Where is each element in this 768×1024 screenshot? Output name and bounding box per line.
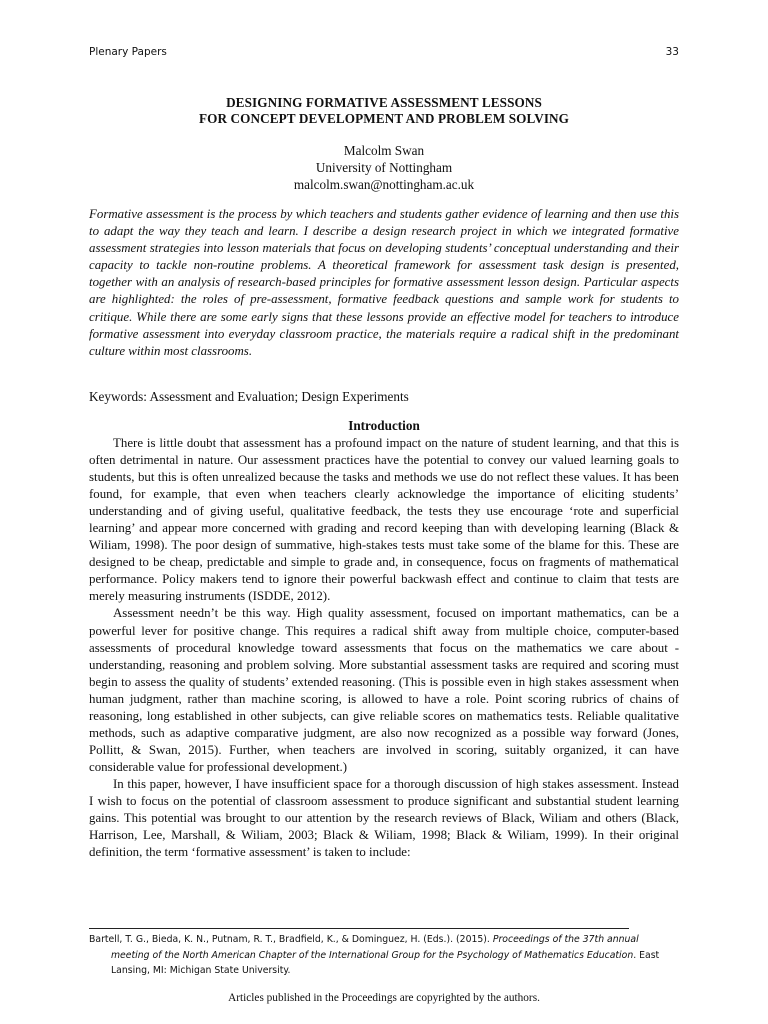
- footnote-publisher: . East Lansing, MI: Michigan State University.: [111, 949, 660, 976]
- author-block: [89, 142, 679, 193]
- paper-title-line-1: DESIGNING FORMATIVE ASSESSMENT LESSONS: [226, 95, 542, 110]
- paragraph: In this paper, however, I have insufficient space for a thorough discussion of high stakes assessment. Instead I wish to focus on the potential of classroom assessment to produce significant and substantial student learning gains. This potential was brought to our attention by the research reviews of Black, Wiliam and others (Black, Harrison, Lee, Marshall, & Wiliam, 2003; Black & Wiliam, 1998; Black & Wiliam, 1999). In their original definition, the term ‘formative assessment’ is taken to include:: [89, 776, 679, 860]
- author-email: malcolm.swan@nottingham.ac.uk: [293, 177, 475, 192]
- footnote: [89, 932, 679, 979]
- footnote-authors: Bartell, T. G., Bieda, K. N., Putnam, R. T., Bradfield, K., & Dominguez, H. (Eds.). (2015).: [89, 934, 493, 945]
- running-head: [89, 46, 679, 62]
- running-head-title: Plenary Papers: [89, 46, 167, 58]
- page-number: 33: [665, 46, 679, 58]
- author-name: Malcolm Swan: [343, 143, 425, 158]
- section-heading-introduction: Introduction: [348, 418, 420, 433]
- footnote-rule: [89, 928, 629, 929]
- paper-title: [89, 95, 679, 127]
- abstract: [89, 206, 679, 360]
- footnote-citation: [89, 932, 679, 979]
- body-text: [89, 435, 679, 861]
- keywords: Keywords: Assessment and Evaluation; Design Experiments: [89, 389, 409, 404]
- paragraph: Assessment needn’t be this way. High quality assessment, focused on important mathematics, can be a powerful lever for positive change. This requires a radical shift away from multiple choice, computer-based assessments of procedural knowledge toward assessments that focus on the mathematics we care about - understanding, reasoning and problem solving. More substantial assessment tasks are required and scoring must begin to assess the quality of students’ extended reasoning. (This is possible even in high stakes assessment when human judgment, rather than machine scoring, is allowed to have a role. Point scoring rubrics of chains of reasoning, long established in other subjects, can give reliable scores on mathematics tests. Reliable qualitative methods, such as adaptive comparative judgment, are also now recognized as a possible way forward (Jones, Pollitt, & Swan, 2015). Further, when teachers are involved in scoring, suitably organized, it can have considerable value for professional development.): [89, 606, 679, 774]
- footnote-proceedings-title: Proceedings of the 37th annual meeting of the North American Chapter of the International Group for the Psychology of Mathematics Education: [111, 934, 639, 961]
- author-affiliation: University of Nottingham: [315, 160, 453, 175]
- paragraph: There is little doubt that assessment has a profound impact on the nature of student learning, and that this is often detrimental in nature. Our assessment practices have the potential to convey our valued learning goals to students, but this is often unrealized because the tasks and methods we use do not reflect these values. It has been found, for example, that even when teachers clearly acknowledge the importance of eliciting students’ understanding and of giving useful, qualitative feedback, the tests they use encourage ‘rote and superficial learning’ and appear more concerned with grading and record keeping than with developing learning (Black & Wiliam, 1998). The poor design of summative, high-stakes tests must take some of the blame for this. These are designed to be cheap, predictable and simple to grade and, in consequence, focus on fragments of mathematical performance. Policy makers tend to ignore their powerful backwash effect and continue to claim that tests are merely measuring instruments (ISDDE, 2012).: [89, 436, 679, 604]
- copyright-notice: Articles published in the Proceedings are copyrighted by the authors.: [228, 992, 540, 1004]
- abstract-text: Formative assessment is the process by which teachers and students gather evidence of learning and then use this to adapt the way they teach and learn. I describe a design research project in which we integrated formative assessment strategies into lesson materials that focus on developing students’ conceptual understanding and their capacity to tackle non-routine problems. A theoretical framework for assessment task design is presented, together with an analysis of research-based principles for formative assessment lesson design. Particular aspects are highlighted: the roles of pre-assessment, formative feedback questions and sample work for students to critique. While there are some early signs that these lessons provide an effective model for teachers to introduce formative assessment into everyday classroom practice, the materials require a radical shift in the predominant culture within most classrooms.: [89, 207, 679, 358]
- paper-title-line-2: FOR CONCEPT DEVELOPMENT AND PROBLEM SOLVING: [198, 111, 570, 126]
